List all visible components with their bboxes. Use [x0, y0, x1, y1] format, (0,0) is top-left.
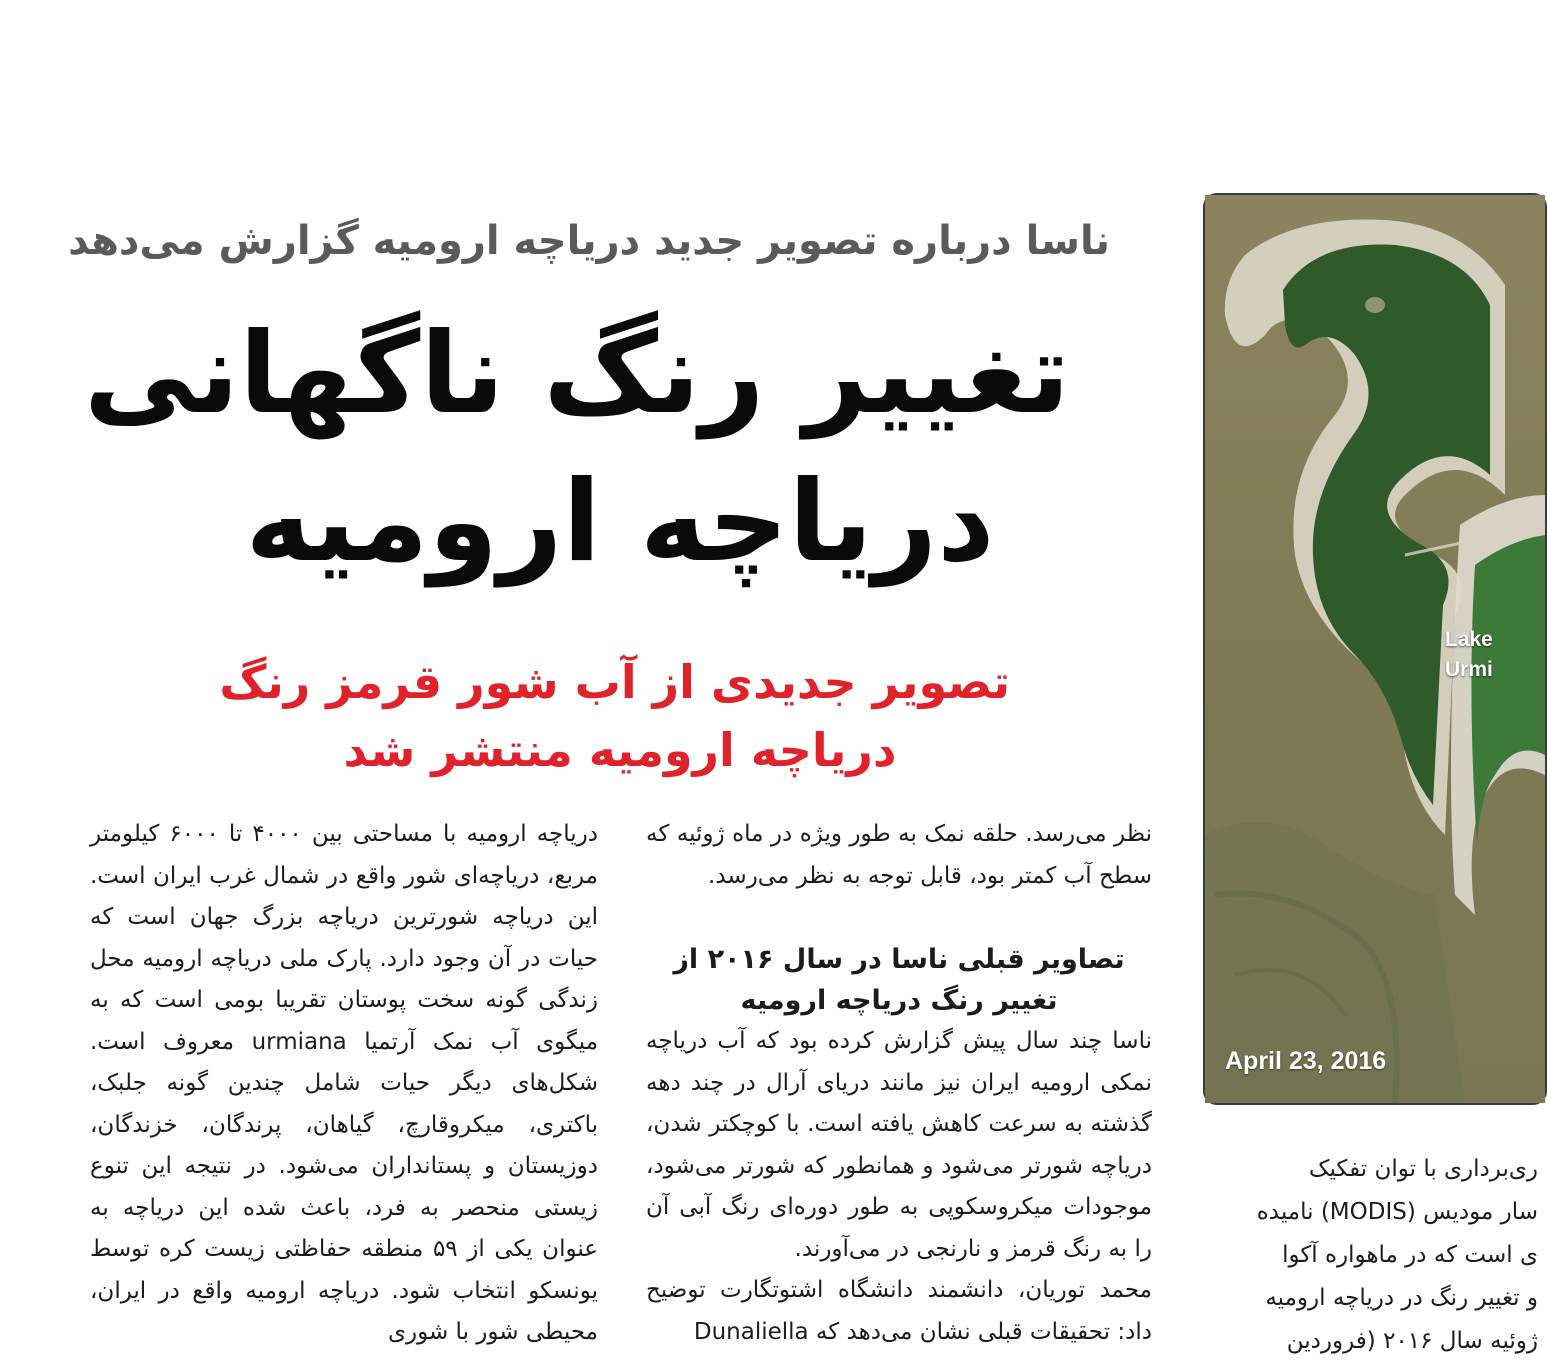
body-paragraph: نظر می‌رسد. حلقه نمک به طور ویژه در ماه ژوئیه که سطح آب کمتر بود، قابل توجه به نظر می‌رسد.	[646, 821, 1152, 889]
photo-date-caption: April 23, 2016	[1225, 1047, 1387, 1075]
article-kicker: ناسا درباره تصویر جدید دریاچه ارومیه گزارش می‌دهد	[68, 218, 1110, 264]
subhead-line-2: دریاچه ارومیه منتشر شد	[343, 723, 897, 777]
text-column-edge	[1198, 1148, 1538, 1363]
edge-line: ی است که در ماهواره آکوا	[1282, 1242, 1538, 1268]
headline-line-1: تغییر رنگ ناگهانی	[83, 309, 1070, 439]
body-paragraph: محمد توریان، دانشمند دانشگاه اشتوتگارت توضیح داد: تحقیقات قبلی نشان می‌دهد که Dunaliella	[646, 1277, 1152, 1345]
edge-line: سار مودیس (MODIS) نامیده	[1256, 1199, 1538, 1225]
section-heading: تصاویر قبلی ناسا در سال ۲۰۱۶ از تغییر رنگ دریاچه ارومیه	[673, 944, 1125, 1016]
text-column-middle	[646, 814, 1152, 1353]
edge-line: ری‌برداری با توان تفکیک	[1308, 1156, 1538, 1182]
body-paragraph: ناسا چند سال پیش گزارش کرده بود که آب دریاچه نمکی ارومیه ایران نیز مانند دریای آرال در چند دهه گذشته به سرعت کاهش یافته است. با کوچکتر شدن، دریاچه شورتر می‌شود و همانطور که شورتر می‌شود، موجودات میکروسکوپی به طور دوره‌ای رنگ آبی آن را به رنگ قرمز و نارنجی در می‌آورند.	[646, 1028, 1152, 1262]
lake-label-line-2: Urmi	[1445, 658, 1493, 681]
body-paragraph: دریاچه ارومیه با مساحتی بین ۴۰۰۰ تا ۶۰۰۰ کیلومتر مربع، دریاچه‌ای شور واقع در شمال غرب ایران است. این دریاچه شورترین دریاچه بزرگ جهان است که حیات در آن وجود دارد. پارک ملی دریاچه ارومیه محل زندگی گونه سخت پوستان تقریبا بومی است که به میگوی آب نمک آرتمیا urmiana معروف است. شکل‌های دیگر حیات شامل چندین گونه جلبک، باکتری، میکروقارچ، گیاهان، پرندگان، خزندگان، دوزیستان و پستانداران می‌شود. در نتیجه این تنوع زیستی منحصر به فرد، باعث شده این دریاچه به عنوان یکی از ۵۹ منطقه حفاظتی زیست کره توسط یونسکو انتخاب شود. دریاچه ارومیه واقع در ایران، محیطی شور با شوری	[90, 821, 599, 1345]
headline-line-2: دریاچه ارومیه	[245, 457, 995, 587]
lake-label-line-1: Lake	[1445, 628, 1493, 651]
edge-line: ژوئیه سال ۲۰۱۶ (فروردین	[1286, 1328, 1538, 1354]
subhead-line-1: تصویر جدیدی از آب شور قرمز رنگ	[219, 655, 1010, 709]
edge-line: و تغییر رنگ در دریاچه ارومیه	[1265, 1285, 1538, 1311]
satellite-photo	[1203, 193, 1547, 1105]
satellite-image	[1205, 195, 1545, 1103]
article-headline	[83, 300, 1070, 596]
lake-label	[1445, 625, 1493, 685]
article-subhead	[219, 648, 1010, 784]
text-column-right	[90, 814, 598, 1354]
